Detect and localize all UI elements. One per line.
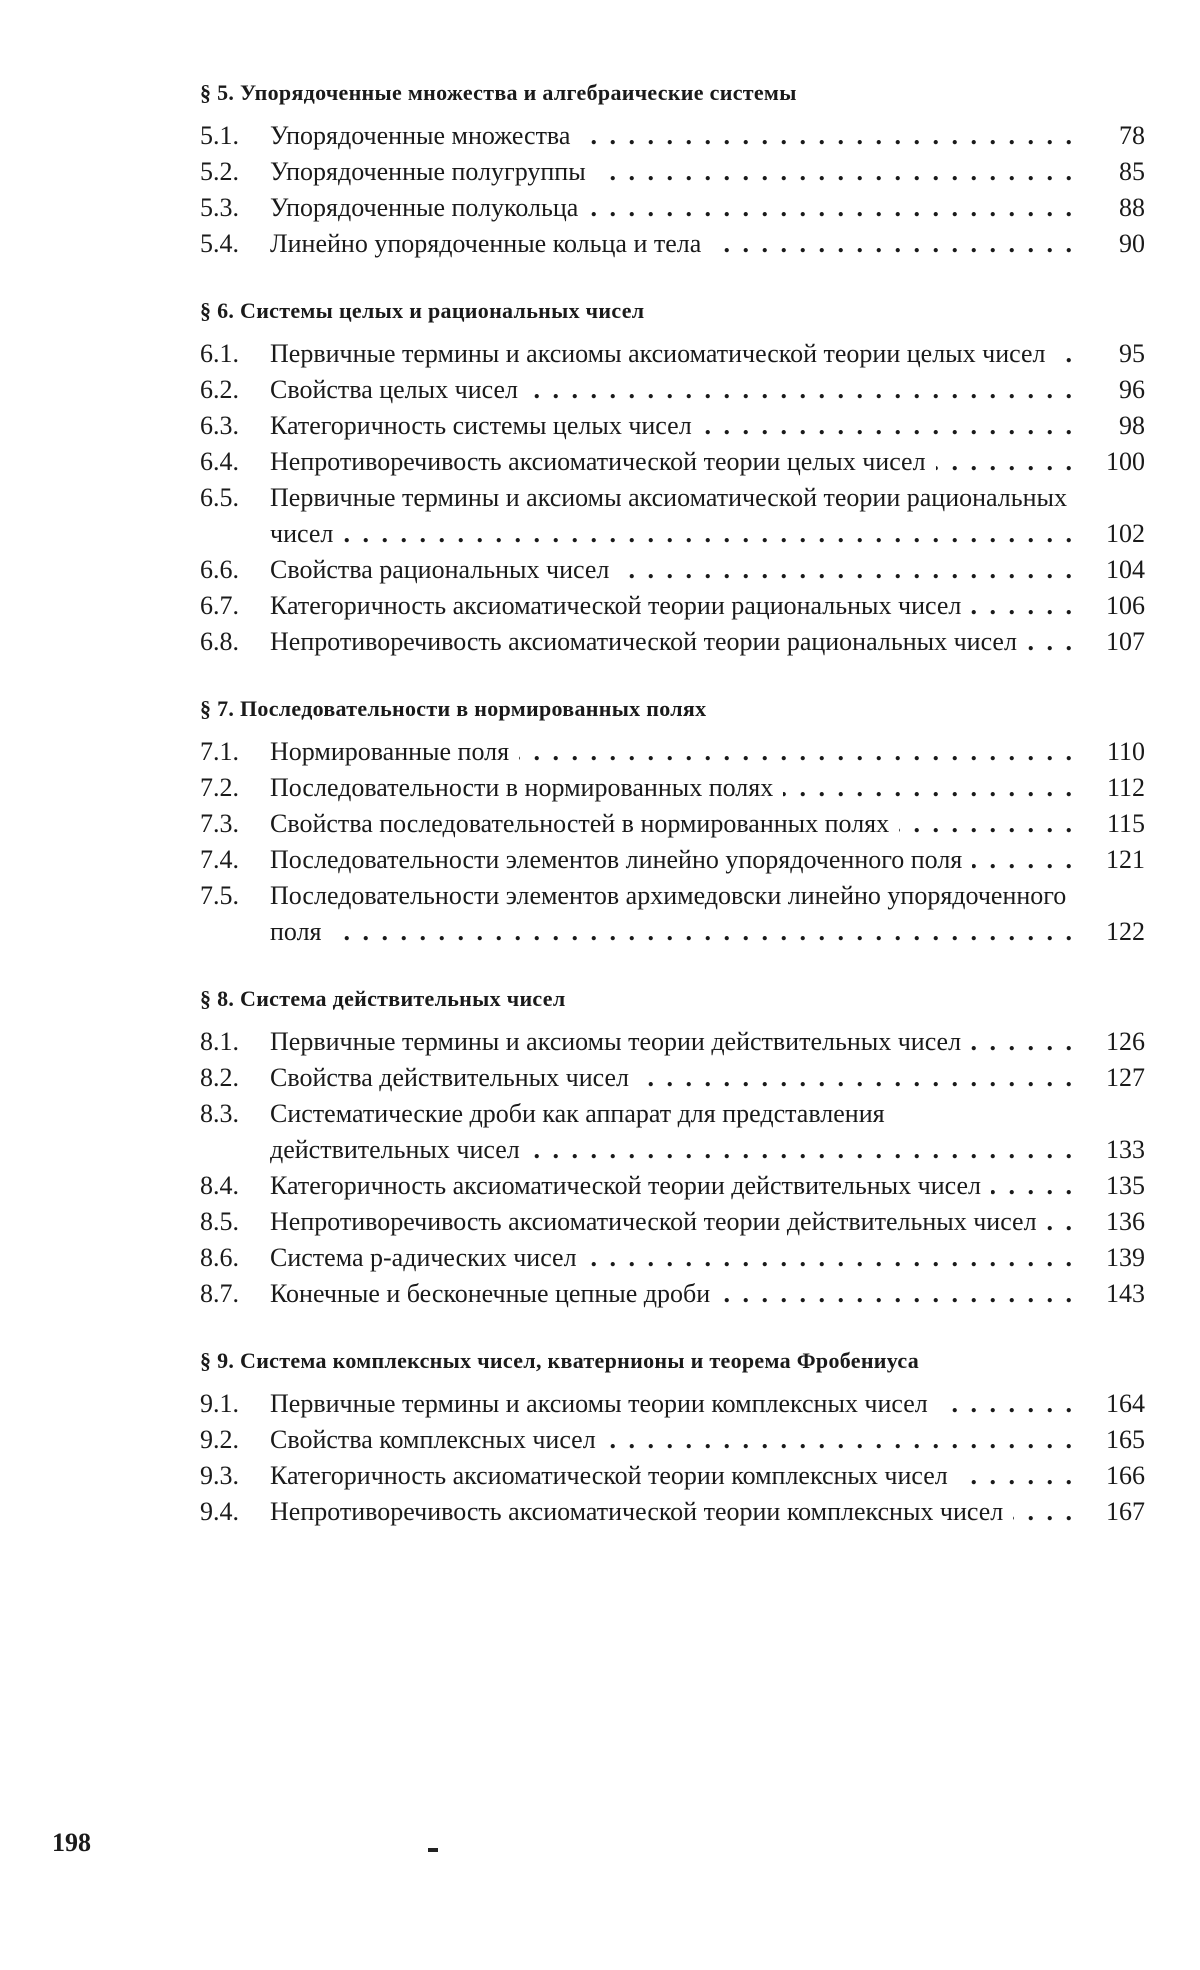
toc-entry [200,734,1145,770]
toc-entry [200,118,1145,154]
entry-number: 8.5. [200,1207,239,1236]
toc-section [200,694,1145,950]
toc-entry [200,1096,1145,1168]
entry-title: Свойства комплексных чисел [270,1425,606,1454]
entry-page: 96 [1119,375,1145,404]
entry-title: Категоричность системы целых чисел [270,411,702,440]
entry-title: Конечные и бесконечные цепные дроби [270,1279,720,1308]
section-title: § 9. Система комплексных чисел, кватернионы и теорема Фробениуса [200,1348,920,1373]
entry-page: 78 [1119,121,1145,150]
entry-page: 112 [1106,773,1145,802]
entry-page: 167 [1106,1497,1145,1526]
toc-entry [200,552,1145,588]
section-title: § 7. Последовательности в нормированных полях [200,696,707,721]
entry-title: Последовательности в нормированных полях [270,773,783,802]
entry-page: 121 [1106,845,1145,874]
entry-number: 9.3. [200,1461,239,1490]
entry-title: Свойства целых чисел [270,375,528,404]
entry-number: 9.4. [200,1497,239,1526]
entry-page: 133 [1106,1135,1145,1164]
entry-number: 7.1. [200,737,239,766]
entry-title: Систематические дроби как аппарат для представления действительных чисел [270,1099,885,1164]
entry-page: 139 [1106,1243,1145,1272]
toc-entry [200,1060,1145,1096]
entry-number: 5.3. [200,193,239,222]
toc-entry [200,1024,1145,1060]
entry-page: 135 [1106,1171,1145,1200]
entry-title: Нормированные поля [270,737,519,766]
entry-title: Первичные термины и аксиомы аксиоматической теории рациональных чисел [270,483,1068,548]
entry-page: 126 [1106,1027,1145,1056]
entry-page: 95 [1119,339,1145,368]
entry-number: 9.1. [200,1389,239,1418]
toc-entry [200,190,1145,226]
entry-number: 6.4. [200,447,239,476]
section-title: § 8. Система действительных чисел [200,986,566,1011]
entry-number: 7.2. [200,773,239,802]
entry-title: Упорядоченные множества [270,121,580,150]
entry-title: Последовательности элементов архимедовски линейно упорядоченного поля [270,881,1067,946]
entry-page: 107 [1106,627,1145,656]
toc-entry [200,1204,1145,1240]
entry-number: 8.4. [200,1171,239,1200]
entry-title: Упорядоченные полугруппы [270,157,596,186]
entry-page: 85 [1119,157,1145,186]
section-title: § 6. Системы целых и рациональных чисел [200,298,645,323]
entry-number: 5.4. [200,229,239,258]
entry-title: Линейно упорядоченные кольца и тела [270,229,711,258]
toc-section [200,984,1145,1312]
entry-number: 8.2. [200,1063,239,1092]
entry-page: 98 [1119,411,1145,440]
entry-title: Непротиворечивость аксиоматической теории комплексных чисел [270,1497,1013,1526]
entry-number: 8.3. [200,1099,239,1128]
toc-entry [200,878,1145,950]
entry-number: 7.3. [200,809,239,838]
toc-section [200,296,1145,660]
entry-number: 6.6. [200,555,239,584]
entry-number: 6.7. [200,591,239,620]
toc-entry [200,444,1145,480]
entry-number: 6.2. [200,375,239,404]
entry-page: 90 [1119,229,1145,258]
entry-page: 110 [1106,737,1145,766]
toc-entry [200,624,1145,660]
toc-entry [200,1276,1145,1312]
toc-entry [200,842,1145,878]
toc-section [200,1346,1145,1530]
entry-title: Категоричность аксиоматической теории рациональных чисел [270,591,971,620]
entry-page: 164 [1106,1389,1145,1418]
entry-number: 8.1. [200,1027,239,1056]
print-artifact-mark [428,1848,438,1852]
toc-entry [200,770,1145,806]
entry-page: 165 [1106,1425,1145,1454]
toc-entry [200,336,1145,372]
entry-number: 9.2. [200,1425,239,1454]
entry-title: Последовательности элементов линейно упорядоченного поля [270,845,972,874]
entry-page: 166 [1106,1461,1145,1490]
entry-number: 6.3. [200,411,239,440]
entry-number: 8.6. [200,1243,239,1272]
entry-title: Свойства последовательностей в нормированных полях [270,809,899,838]
entry-number: 7.4. [200,845,239,874]
entry-page: 106 [1106,591,1145,620]
entry-title: Упорядоченные полукольца [270,193,588,222]
toc-entry [200,1386,1145,1422]
entry-page: 136 [1106,1207,1145,1236]
entry-number: 6.8. [200,627,239,656]
toc-entry [200,1458,1145,1494]
entry-title: Непротиворечивость аксиоматической теории целых чисел [270,447,936,476]
toc-entry [200,408,1145,444]
entry-title: Система p-адических чисел [270,1243,587,1272]
toc-entry [200,1494,1145,1530]
entry-page: 122 [1106,917,1145,946]
page-number: 198 [52,1828,91,1857]
toc-entry [200,806,1145,842]
toc-entry [200,372,1145,408]
toc-entry [200,1240,1145,1276]
entry-page: 115 [1106,809,1145,838]
entry-title: Категоричность аксиоматической теории комплексных чисел [270,1461,958,1490]
entry-number: 5.2. [200,157,239,186]
entry-number: 5.1. [200,121,239,150]
entry-page: 88 [1119,193,1145,222]
toc-entry [200,226,1145,262]
entry-title: Непротиворечивость аксиоматической теории действительных чисел [270,1207,1047,1236]
table-of-contents [200,78,1145,1564]
toc-entry [200,1168,1145,1204]
entry-number: 6.5. [200,483,239,512]
entry-page: 100 [1106,447,1145,476]
entry-page: 127 [1106,1063,1145,1092]
toc-entry [200,588,1145,624]
entry-page: 102 [1106,519,1145,548]
entry-number: 8.7. [200,1279,239,1308]
entry-title: Первичные термины и аксиомы аксиоматической теории целых чисел [270,339,1056,368]
entry-title: Категоричность аксиоматической теории действительных чисел [270,1171,991,1200]
entry-title: Первичные термины и аксиомы теории комплексных чисел [270,1389,938,1418]
toc-entry [200,154,1145,190]
entry-page: 143 [1106,1279,1145,1308]
entry-title: Первичные термины и аксиомы теории действительных чисел [270,1027,971,1056]
section-title: § 5. Упорядоченные множества и алгебраические системы [200,80,797,105]
entry-page: 104 [1106,555,1145,584]
entry-title: Непротиворечивость аксиоматической теории рациональных чисел [270,627,1027,656]
entry-title: Свойства рациональных чисел [270,555,619,584]
toc-section [200,78,1145,262]
entry-number: 6.1. [200,339,239,368]
toc-entry [200,1422,1145,1458]
entry-number: 7.5. [200,881,239,910]
entry-title: Свойства действительных чисел [270,1063,639,1092]
toc-entry [200,480,1145,552]
